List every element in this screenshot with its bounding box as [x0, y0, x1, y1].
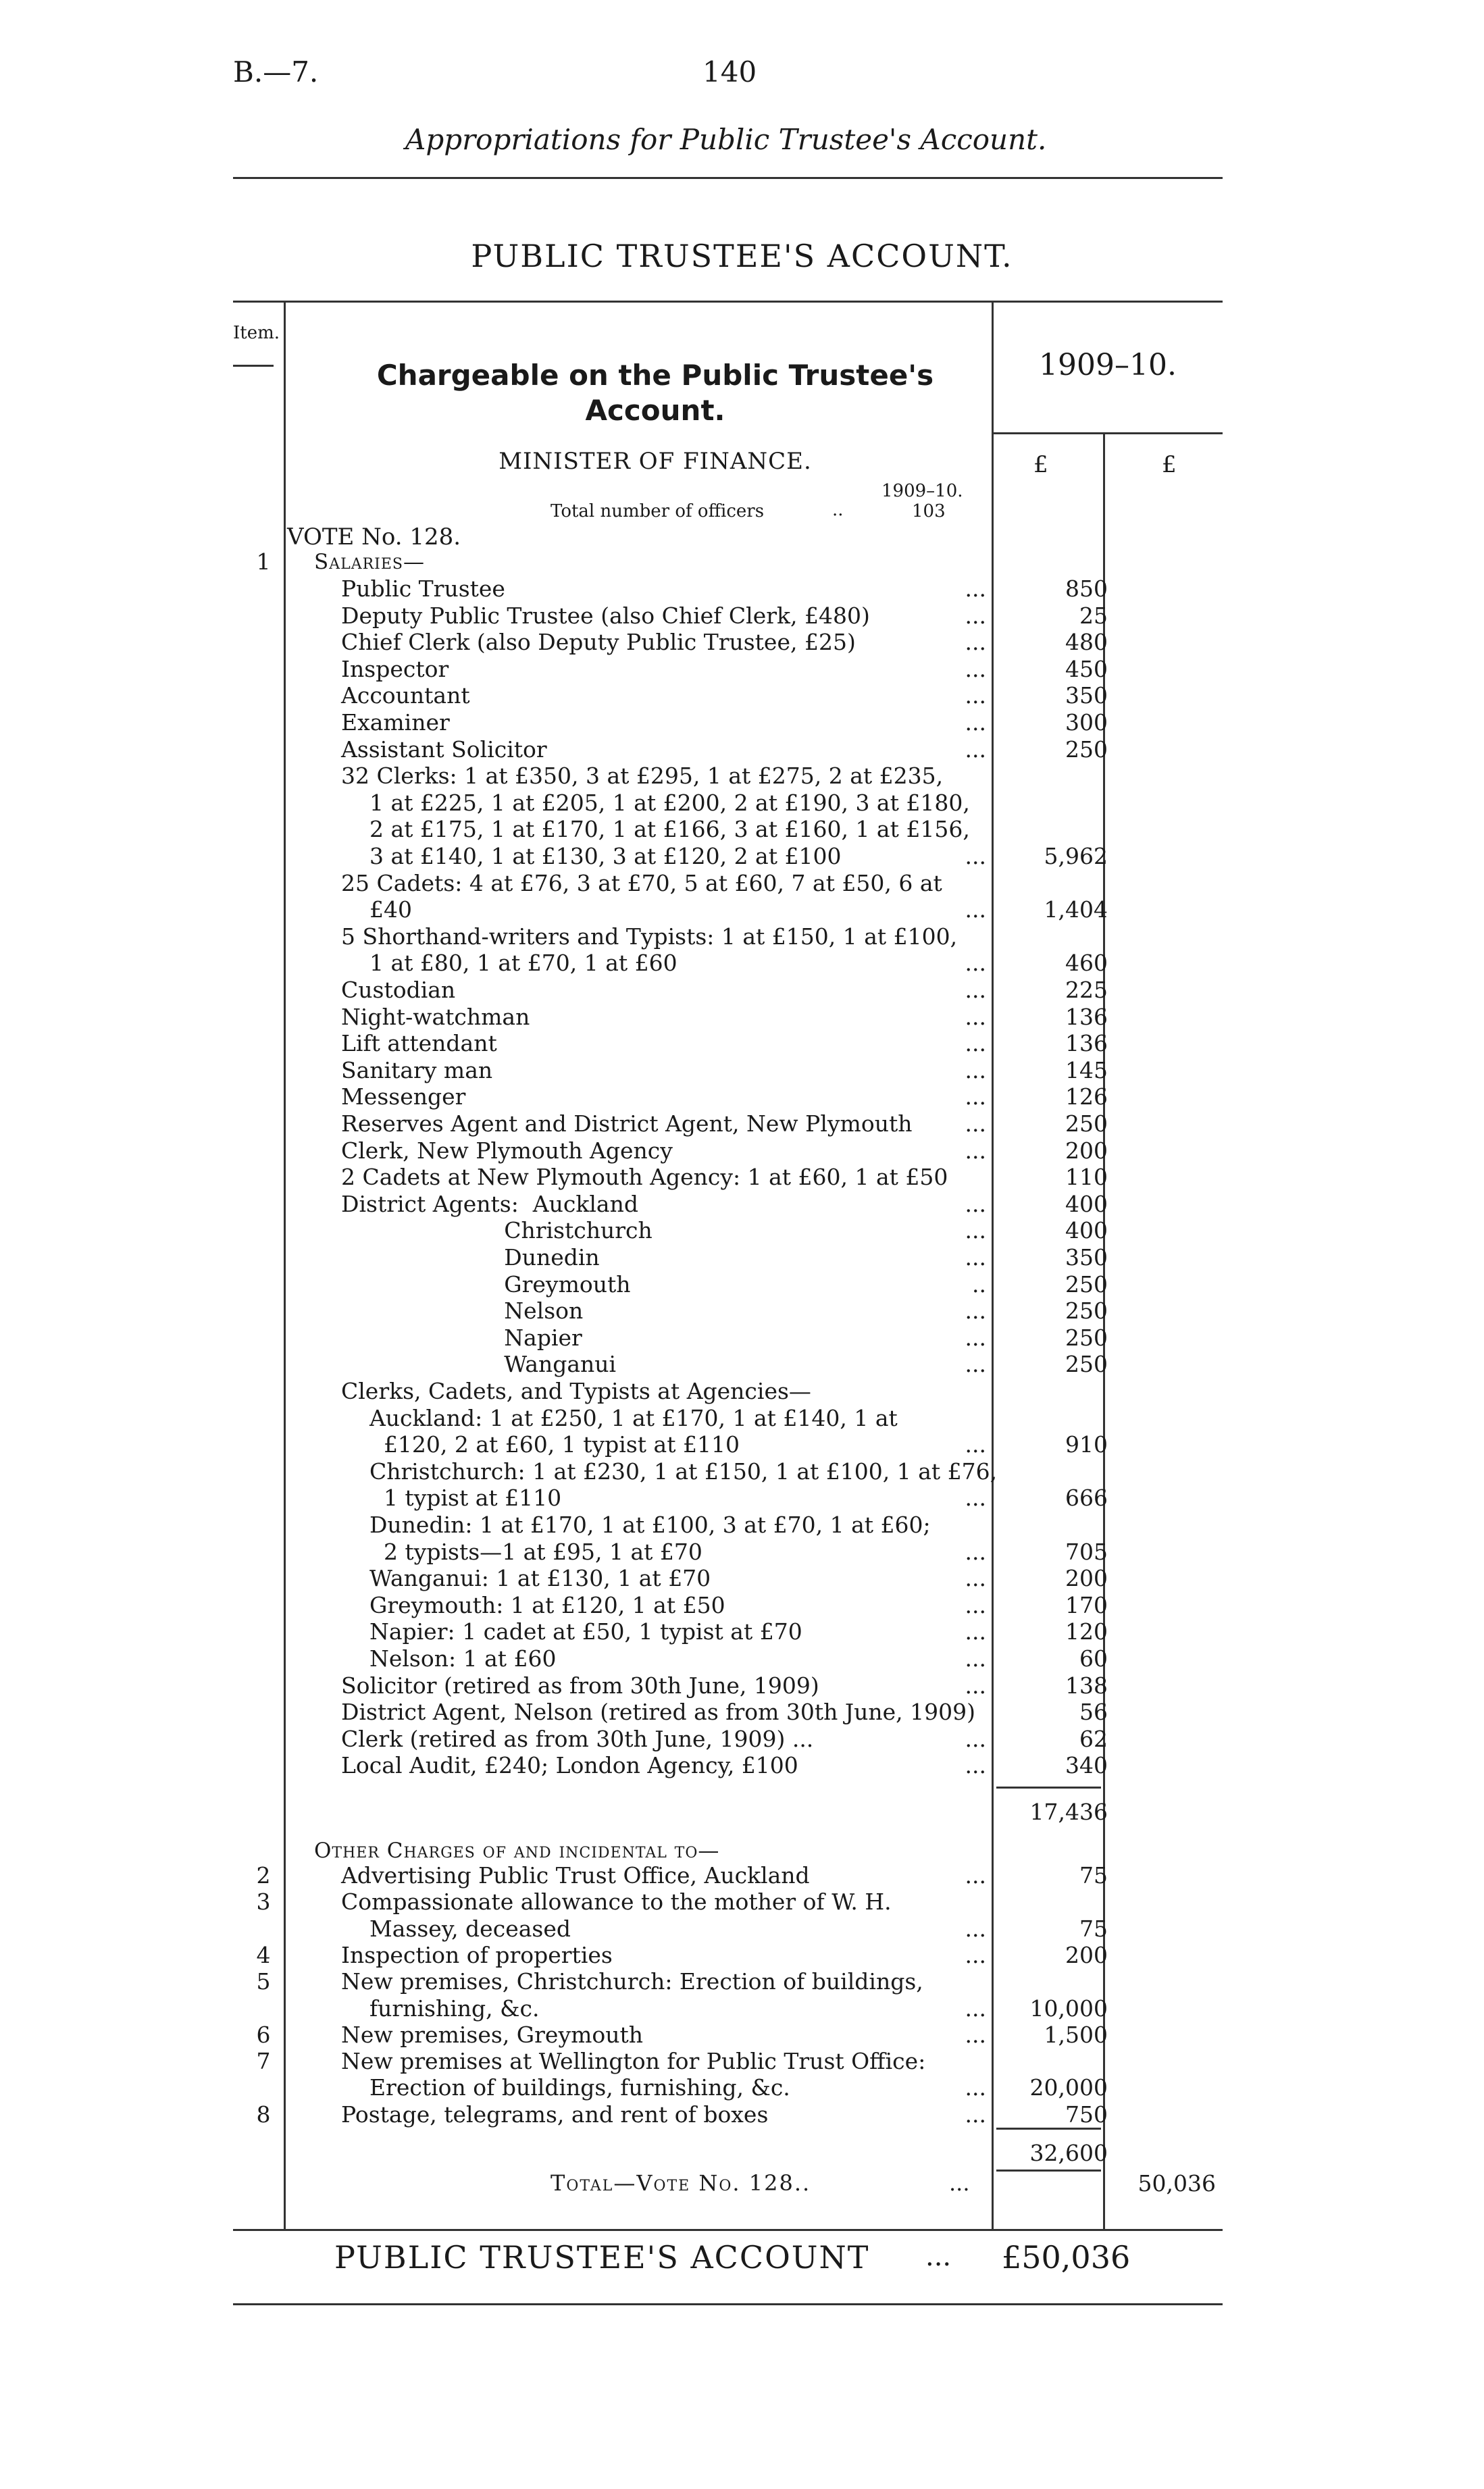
account-title: PUBLIC TRUSTEE'S ACCOUNT.	[471, 238, 1013, 274]
row-description: Compassionate allowance to the mother of W. H.	[341, 1889, 892, 1916]
leader-dots: ...	[965, 1752, 986, 1779]
pound-sign-total: £	[1162, 451, 1177, 478]
row-amount: 1,404	[1044, 896, 1108, 923]
table-row	[0, 575, 1484, 602]
row-amount: 75	[1079, 1862, 1108, 1889]
row-description: Massey, deceased	[341, 1915, 571, 1942]
row-description: furnishing, &c.	[341, 1995, 540, 2022]
page-number: 140	[702, 55, 757, 88]
table-row	[0, 1565, 1484, 1592]
row-description: Lift attendant	[341, 1030, 497, 1057]
footer-dots: ...	[925, 2241, 952, 2272]
table-row	[0, 1271, 1484, 1298]
table-row	[0, 1298, 1484, 1325]
leader-dots: ...	[965, 1485, 986, 1512]
row-amount: 350	[1065, 1244, 1108, 1271]
row-description: 1 at £225, 1 at £205, 1 at £200, 2 at £190, 3 at £180,	[341, 789, 970, 816]
item-number: 5	[256, 1968, 271, 1995]
row-amount: 750	[1065, 2101, 1108, 2128]
row-amount: 250	[1065, 1110, 1108, 1137]
row-amount: 136	[1065, 1030, 1108, 1057]
table-row	[0, 736, 1484, 763]
row-amount: 450	[1065, 655, 1108, 682]
table-row	[0, 1057, 1484, 1084]
row-amount: 300	[1065, 709, 1108, 736]
row-description: 32 Clerks: 1 at £350, 3 at £295, 1 at £275, 2 at £235,	[341, 763, 944, 790]
row-amount: 25	[1079, 602, 1108, 629]
page-subtitle: Appropriations for Public Trustee's Account.	[405, 123, 1047, 156]
salaries-subtotal-rule	[996, 1787, 1101, 1789]
year-header-rule	[993, 432, 1223, 434]
row-amount: 145	[1065, 1056, 1108, 1083]
table-row	[0, 923, 1484, 950]
table-row	[0, 1592, 1484, 1619]
table-row	[0, 843, 1484, 870]
row-amount: 340	[1065, 1752, 1108, 1779]
leader-dots: ...	[965, 2074, 986, 2101]
table-row	[0, 1995, 1484, 2022]
row-description: 3 at £140, 1 at £130, 3 at £120, 2 at £100	[341, 843, 842, 869]
leader-dots: ...	[965, 682, 986, 709]
row-description: Chief Clerk (also Deputy Public Trustee, £25)	[341, 629, 856, 656]
document-reference: B.—7.	[233, 55, 319, 88]
chargeable-header	[338, 358, 973, 428]
table-bottom-rule	[233, 2229, 1223, 2231]
salaries-subtotal: 17,436	[1029, 1799, 1108, 1825]
table-row	[0, 1916, 1484, 1943]
table-row	[0, 763, 1484, 790]
leader-dots: ...	[965, 950, 986, 977]
leader-dots: ...	[965, 1672, 986, 1699]
row-amount: 110	[1065, 1164, 1108, 1191]
row-amount: 200	[1065, 1565, 1108, 1592]
row-description: Local Audit, £240; London Agency, £100	[341, 1752, 798, 1779]
row-description: Deputy Public Trustee (also Chief Clerk, £480)	[341, 602, 870, 629]
row-description: 5 Shorthand-writers and Typists: 1 at £150, 1 at £100,	[341, 923, 958, 950]
row-amount: 460	[1065, 950, 1108, 977]
row-description: Nelson	[341, 1298, 584, 1325]
row-description: Nelson: 1 at £60	[341, 1645, 557, 1672]
leader-dots: ...	[965, 1083, 986, 1110]
year-column-header: 1909–10.	[1039, 348, 1177, 382]
top-rule	[233, 177, 1223, 179]
table-row	[0, 1431, 1484, 1458]
officers-dots: ..	[832, 500, 844, 520]
row-description: Messenger	[341, 1083, 466, 1110]
leader-dots: ...	[965, 1244, 986, 1271]
table-row	[0, 2022, 1484, 2049]
row-amount: 400	[1065, 1217, 1108, 1244]
row-description: Dunedin	[341, 1244, 600, 1271]
row-amount: 136	[1065, 1003, 1108, 1030]
row-amount: 250	[1065, 1298, 1108, 1325]
chargeable-header-line1: Chargeable on the Public Trustee's	[376, 359, 934, 392]
leader-dots: ...	[965, 1645, 986, 1672]
leader-dots: ...	[965, 1431, 986, 1458]
salaries-heading: Salaries—	[314, 550, 426, 574]
table-row	[0, 1485, 1484, 1512]
row-description: New premises at Wellington for Public Trust Office:	[341, 2048, 926, 2075]
row-amount: 62	[1079, 1725, 1108, 1752]
row-amount: 200	[1065, 1137, 1108, 1164]
table-row	[0, 1137, 1484, 1164]
chargeable-header-line2: Account.	[585, 394, 725, 427]
table-row	[0, 1726, 1484, 1753]
table-row	[0, 1004, 1484, 1031]
table-row	[0, 870, 1484, 897]
row-description: Wanganui: 1 at £130, 1 at £70	[341, 1565, 711, 1592]
row-description: Inspection of properties	[341, 1941, 613, 1968]
item-number: 1	[256, 548, 271, 575]
row-description: District Agents: Auckland	[341, 1190, 638, 1217]
table-row	[0, 656, 1484, 683]
table-row	[0, 1030, 1484, 1057]
leader-dots: ...	[965, 1030, 986, 1057]
item-number: 7	[256, 2048, 271, 2075]
table-row	[0, 816, 1484, 843]
table-row	[0, 2074, 1484, 2101]
leader-dots: ...	[965, 736, 986, 763]
row-amount: 56	[1079, 1699, 1108, 1726]
row-description: Custodian	[341, 977, 456, 1003]
row-description: Wanganui	[341, 1351, 617, 1378]
leader-dots: ...	[965, 1298, 986, 1325]
row-amount: 60	[1079, 1645, 1108, 1672]
row-description: Clerks, Cadets, and Typists at Agencies—	[341, 1378, 811, 1404]
row-description: Greymouth	[341, 1271, 631, 1298]
row-description: £40	[341, 896, 412, 923]
row-description: 2 typists—1 at £95, 1 at £70	[341, 1538, 702, 1565]
leader-dots: ...	[965, 977, 986, 1003]
table-row	[0, 1968, 1484, 1995]
row-amount: 138	[1065, 1672, 1108, 1699]
leader-dots: ...	[965, 1538, 986, 1565]
item-number: 3	[256, 1889, 271, 1916]
leader-dots: ...	[965, 1995, 986, 2022]
table-row	[0, 896, 1484, 923]
officers-label: Total number of officers	[551, 501, 765, 521]
vote-total-dots: ...	[949, 2170, 970, 2196]
pound-sign-amount: £	[1033, 451, 1048, 478]
table-row	[0, 1458, 1484, 1485]
row-description: £120, 2 at £60, 1 typist at £110	[341, 1431, 740, 1458]
leader-dots: ...	[965, 1725, 986, 1752]
table-row	[0, 1110, 1484, 1137]
table-row	[0, 950, 1484, 977]
officers-count: 103	[912, 501, 946, 521]
leader-dots: ...	[965, 896, 986, 923]
row-amount: 910	[1065, 1431, 1108, 1458]
row-description: Auckland: 1 at £250, 1 at £170, 1 at £140, 1 at	[341, 1404, 898, 1431]
leader-dots: ...	[965, 1324, 986, 1351]
vote-title: VOTE No. 128.	[287, 523, 461, 550]
row-amount: 75	[1079, 1915, 1108, 1942]
row-description: 25 Cadets: 4 at £76, 3 at £70, 5 at £60, 7 at £50, 6 at	[341, 869, 942, 896]
row-description: Napier	[341, 1324, 582, 1351]
row-amount: 20,000	[1029, 2074, 1108, 2101]
item-header-rule	[233, 365, 274, 367]
row-amount: 10,000	[1029, 1995, 1108, 2022]
table-row	[0, 682, 1484, 709]
table-row	[0, 1752, 1484, 1779]
leader-dots: ...	[965, 2021, 986, 2048]
footer-rule	[233, 2303, 1223, 2305]
item-column-header: Item.	[233, 323, 280, 343]
vote-total-rule	[996, 2170, 1101, 2172]
table-row	[0, 629, 1484, 656]
leader-dots: ...	[965, 1565, 986, 1592]
row-description: Advertising Public Trust Office, Auckland	[341, 1862, 810, 1889]
leader-dots: ...	[965, 1618, 986, 1645]
table-row	[0, 1889, 1484, 1916]
table-row	[0, 2048, 1484, 2075]
leader-dots: ...	[965, 1591, 986, 1618]
salaries-subtotal-row	[0, 1799, 1484, 1826]
row-description: Reserves Agent and District Agent, New Plymouth	[341, 1110, 913, 1137]
row-amount: 225	[1065, 977, 1108, 1003]
row-amount: 250	[1065, 736, 1108, 763]
row-amount: 350	[1065, 682, 1108, 709]
item-number: 8	[256, 2101, 271, 2128]
row-description: Sanitary man	[341, 1056, 493, 1083]
row-amount: 200	[1065, 1941, 1108, 1968]
row-description: Greymouth: 1 at £120, 1 at £50	[341, 1591, 725, 1618]
leader-dots: ...	[965, 1217, 986, 1244]
table-row	[0, 709, 1484, 736]
item-number: 6	[256, 2021, 271, 2048]
footer-total: £50,036	[1002, 2239, 1131, 2276]
table-row	[0, 1325, 1484, 1352]
leader-dots: ...	[965, 575, 986, 602]
salaries-heading-row	[0, 548, 1484, 575]
leader-dots: ...	[965, 1915, 986, 1942]
table-row	[0, 2101, 1484, 2128]
row-description: Public Trustee	[341, 575, 505, 602]
leader-dots: ...	[965, 1137, 986, 1164]
table-row	[0, 1405, 1484, 1432]
row-description: Clerk, New Plymouth Agency	[341, 1137, 673, 1164]
row-amount: 250	[1065, 1271, 1108, 1298]
row-description: 1 typist at £110	[341, 1485, 562, 1512]
leader-dots: ...	[965, 1941, 986, 1968]
table-row	[0, 1512, 1484, 1539]
row-description: Examiner	[341, 709, 450, 736]
row-description: 2 at £175, 1 at £170, 1 at £166, 3 at £160, 1 at £156,	[341, 816, 970, 843]
row-amount: 126	[1065, 1083, 1108, 1110]
table-row	[0, 1164, 1484, 1191]
row-amount: 170	[1065, 1591, 1108, 1618]
table-row	[0, 1351, 1484, 1378]
leader-dots: ...	[965, 629, 986, 656]
row-description: New premises, Greymouth	[341, 2021, 644, 2048]
row-description: Assistant Solicitor	[341, 736, 547, 763]
row-amount: 250	[1065, 1351, 1108, 1378]
vote-total-amount: 50,036	[1137, 2170, 1216, 2197]
row-amount: 666	[1065, 1485, 1108, 1512]
row-description: Napier: 1 cadet at £50, 1 typist at £70	[341, 1618, 802, 1645]
leader-dots: ...	[965, 1862, 986, 1889]
table-row	[0, 1217, 1484, 1244]
leader-dots: ...	[965, 1056, 986, 1083]
leader-dots: ...	[965, 602, 986, 629]
row-amount: 400	[1065, 1190, 1108, 1217]
leader-dots: ...	[965, 1351, 986, 1378]
table-row	[0, 1942, 1484, 1969]
leader-dots: ...	[965, 709, 986, 736]
other-charges-heading: Other Charges of and incidental to—	[314, 1839, 720, 1863]
row-description: District Agent, Nelson (retired as from 30th June, 1909)	[341, 1699, 976, 1726]
row-description: Christchurch: 1 at £230, 1 at £150, 1 at £100, 1 at £76,	[341, 1458, 998, 1485]
table-row	[0, 1083, 1484, 1110]
row-description: Clerk (retired as from 30th June, 1909) ...	[341, 1725, 814, 1752]
leader-dots: ...	[965, 1190, 986, 1217]
row-amount: 5,962	[1044, 843, 1108, 869]
row-amount: 705	[1065, 1538, 1108, 1565]
other-charges-subtotal: 32,600	[1029, 2140, 1108, 2166]
minister-heading: MINISTER OF FINANCE.	[498, 448, 812, 475]
table-row	[0, 977, 1484, 1004]
item-number: 2	[256, 1862, 271, 1889]
row-description: New premises, Christchurch: Erection of buildings,	[341, 1968, 923, 1995]
officers-year: 1909–10.	[881, 481, 963, 501]
row-description: Erection of buildings, furnishing, &c.	[341, 2074, 790, 2101]
row-amount: 120	[1065, 1618, 1108, 1645]
row-description: Night-watchman	[341, 1003, 530, 1030]
item-number: 4	[256, 1941, 271, 1968]
row-description: Dunedin: 1 at £170, 1 at £100, 3 at £70, 1 at £60;	[341, 1512, 931, 1538]
leader-dots: ...	[965, 655, 986, 682]
leader-dots: ...	[965, 1110, 986, 1137]
row-description: 2 Cadets at New Plymouth Agency: 1 at £60, 1 at £50	[341, 1164, 948, 1191]
table-row	[0, 1699, 1484, 1726]
leader-dots: ..	[972, 1271, 986, 1298]
row-amount: 1,500	[1044, 2021, 1108, 2048]
row-description: Postage, telegrams, and rent of boxes	[341, 2101, 769, 2128]
other-subtotal-row	[0, 2140, 1484, 2167]
table-row	[0, 1645, 1484, 1672]
table-row	[0, 602, 1484, 630]
table-row	[0, 1191, 1484, 1218]
row-description: 1 at £80, 1 at £70, 1 at £60	[341, 950, 677, 977]
table-row	[0, 1539, 1484, 1566]
table-top-rule	[233, 301, 1223, 303]
row-description: Solicitor (retired as from 30th June, 1909)	[341, 1672, 819, 1699]
row-amount: 250	[1065, 1324, 1108, 1351]
row-amount: 480	[1065, 629, 1108, 656]
other-charges-heading-row	[0, 1837, 1484, 1864]
table-row	[0, 1244, 1484, 1271]
leader-dots: ...	[965, 843, 986, 869]
footer-account-label: PUBLIC TRUSTEE'S ACCOUNT	[334, 2239, 870, 2276]
table-row	[0, 1378, 1484, 1405]
row-description: Christchurch	[341, 1217, 653, 1244]
leader-dots: ...	[965, 1003, 986, 1030]
row-amount: 850	[1065, 575, 1108, 602]
row-description: Accountant	[341, 682, 470, 709]
row-description: Inspector	[341, 655, 449, 682]
table-row	[0, 1672, 1484, 1699]
leader-dots: ...	[965, 2101, 986, 2128]
table-row	[0, 1618, 1484, 1645]
table-row	[0, 1862, 1484, 1889]
table-row	[0, 790, 1484, 817]
vote-total-label: Total—Vote No. 128..	[551, 2170, 811, 2196]
other-subtotal-rule	[996, 2128, 1101, 2130]
